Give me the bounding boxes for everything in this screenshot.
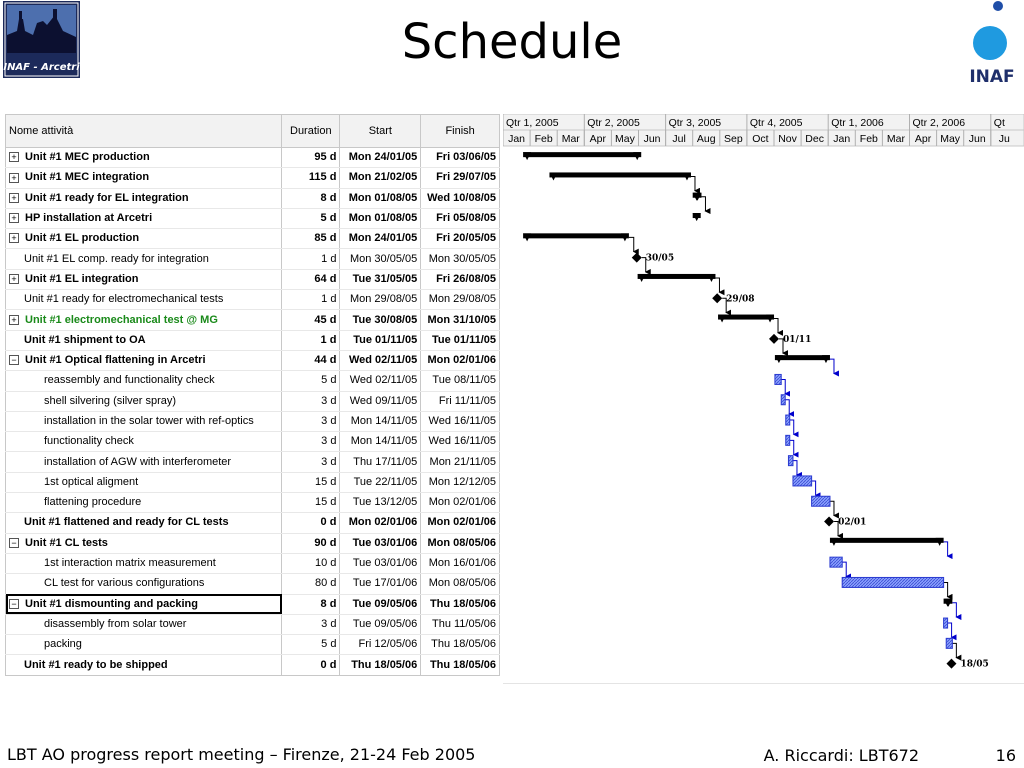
gantt-bars [523,152,989,670]
gantt-summary-bar[interactable] [693,193,702,201]
task-finish-cell[interactable]: Mon 31/10/05 [421,310,500,330]
task-name: packing [44,638,82,651]
task-finish-cell[interactable]: Wed 16/11/05 [421,432,500,452]
task-start-cell[interactable]: Tue 17/01/06 [340,574,421,594]
task-start-cell[interactable]: Mon 01/08/05 [340,188,421,208]
task-row[interactable] [6,614,500,634]
gantt-dependency-link [781,379,785,393]
task-row[interactable] [6,533,500,553]
task-name: functionality check [44,435,134,448]
collapse-icon[interactable]: − [9,355,19,365]
task-finish-cell[interactable]: Wed 10/08/05 [421,188,500,208]
month-label: Jun [968,133,986,145]
task-duration-cell[interactable]: 95 d [282,148,340,168]
gantt-dependency-link [952,603,956,617]
task-start-cell[interactable]: Mon 30/05/05 [340,249,421,269]
task-name-cell[interactable] [6,371,282,391]
task-start-cell[interactable]: Tue 03/01/06 [340,553,421,573]
gantt-timescale [503,114,1024,684]
task-name: installation of AGW with interferometer [44,455,232,468]
task-finish-cell[interactable]: Mon 02/01/06 [421,493,500,513]
task-start-cell[interactable]: Fri 12/05/06 [340,635,421,655]
expand-icon[interactable]: + [9,315,19,325]
task-row[interactable] [6,432,500,452]
task-row[interactable] [6,371,500,391]
gantt-task-bar[interactable] [812,496,830,506]
task-name: Unit #1 electromechanical test @ MG [25,313,218,326]
task-duration-cell[interactable]: 1 d [282,290,340,310]
task-start-cell[interactable]: Mon 29/08/05 [340,290,421,310]
month-label: May [615,133,635,145]
slide-title: Schedule [401,14,623,70]
task-name: CL test for various configurations [44,577,205,590]
task-row[interactable] [6,188,500,208]
gantt-dependency-link [812,481,816,495]
task-row[interactable] [6,290,500,310]
task-name: installation in the solar tower with ref-optics [44,415,254,427]
milestone-label: 01/11 [783,334,812,345]
task-name-cell[interactable] [6,574,282,594]
gantt-task-bar[interactable] [830,557,842,567]
task-name: Unit #1 EL comp. ready for integration [24,252,209,265]
task-row[interactable] [6,249,500,269]
task-duration-cell[interactable]: 8 d [282,594,340,614]
month-label: Mar [561,133,580,145]
task-name-cell[interactable] [6,432,282,452]
task-finish-cell[interactable]: Mon 21/11/05 [421,452,500,472]
task-row[interactable] [6,411,500,431]
gantt-dependency-link [944,542,948,556]
month-label: Nov [778,133,797,145]
gantt-task-bar[interactable] [788,456,793,466]
footer-author: A. Riccardi: LBT672 [763,746,919,765]
task-start-cell[interactable]: Tue 09/05/06 [340,614,421,634]
task-finish-cell[interactable]: Mon 02/01/06 [421,513,500,533]
task-name-cell[interactable] [6,411,282,431]
task-row[interactable] [6,655,500,675]
month-label: Oct [752,133,769,145]
task-finish-cell[interactable]: Mon 12/12/05 [421,472,500,492]
task-finish-cell[interactable]: Fri 03/06/05 [421,148,500,168]
task-finish-cell[interactable]: Fri 26/08/05 [421,269,500,289]
task-row[interactable] [6,208,500,228]
month-label: Mar [886,133,905,145]
task-start-cell[interactable]: Tue 22/11/05 [340,472,421,492]
task-name-cell[interactable] [6,391,282,411]
task-name: Unit #1 ready for EL integration [25,191,189,204]
gantt-dependency-link [948,623,952,637]
task-finish-cell[interactable]: Mon 08/05/06 [421,533,500,553]
gantt-dependency-link [691,176,695,190]
task-duration-cell[interactable]: 85 d [282,229,340,249]
column-header-duration[interactable]: Duration [282,115,340,148]
gantt-dependency-link [830,359,834,373]
gantt-summary-bar[interactable] [830,538,944,546]
task-name: HP installation at Arcetri [25,212,153,225]
task-duration-cell[interactable]: 3 d [282,452,340,472]
gantt-summary-bar[interactable] [944,599,953,607]
task-duration-cell[interactable]: 10 d [282,553,340,573]
gantt-milestone[interactable] [824,517,834,527]
task-duration-cell[interactable]: 5 d [282,371,340,391]
task-duration-cell[interactable]: 80 d [282,574,340,594]
month-label: Jul [672,133,686,145]
quarter-label: Qtr 2, 2006 [912,117,966,129]
task-row[interactable] [6,594,500,614]
task-name-cell[interactable] [6,452,282,472]
task-finish-cell[interactable]: Tue 01/11/05 [421,330,500,350]
gantt-task-bar[interactable] [793,476,812,486]
task-name-cell[interactable] [6,635,282,655]
gantt-dependency-link [774,319,778,333]
task-duration-cell[interactable]: 5 d [282,208,340,228]
task-name-cell[interactable] [6,513,282,533]
task-name: Unit #1 EL integration [25,272,139,285]
quarter-label: Qtr 3, 2005 [668,117,722,129]
task-finish-cell[interactable]: Mon 29/08/05 [421,290,500,310]
task-duration-cell[interactable]: 64 d [282,269,340,289]
task-name-cell[interactable] [6,229,282,249]
month-label: Ju [998,133,1010,145]
task-name-cell[interactable] [6,290,282,310]
task-duration-cell[interactable]: 5 d [282,635,340,655]
quarter-label: Qtr 1, 2005 [506,117,559,129]
month-label: Feb [859,133,878,145]
task-duration-cell[interactable]: 90 d [282,533,340,553]
task-name-cell[interactable] [6,655,282,675]
task-finish-cell[interactable]: Mon 16/01/06 [421,553,500,573]
table-header-row [6,115,500,148]
month-label: Jun [643,133,661,145]
task-duration-cell[interactable]: 15 d [282,493,340,513]
task-name-cell[interactable] [6,493,282,513]
task-finish-cell[interactable]: Fri 29/07/05 [421,168,500,188]
quarter-label: Qtr 2, 2005 [587,117,640,129]
task-row[interactable] [6,493,500,513]
task-finish-cell[interactable]: Wed 16/11/05 [421,411,500,431]
task-start-cell[interactable]: Tue 30/08/05 [340,310,421,330]
expand-icon[interactable]: + [9,152,19,162]
quarter-label: Qt [993,117,1005,129]
gantt-task-bar[interactable] [775,374,781,384]
gantt-dependency-link [715,278,719,292]
month-label: Aug [696,133,716,145]
milestone-label: 30/05 [645,253,675,264]
gantt-task-bar[interactable] [946,638,952,648]
gantt-milestone[interactable] [632,253,642,263]
task-finish-cell[interactable]: Mon 02/01/06 [421,350,500,370]
task-table-body [6,148,500,676]
task-name: Unit #1 flattened and ready for CL tests [24,516,229,529]
task-name-cell[interactable] [6,148,282,168]
task-name: reassembly and functionality check [44,374,215,387]
gantt-summary-bar[interactable] [775,355,830,363]
month-label: Jan [508,133,526,145]
task-finish-cell[interactable]: Fri 20/05/05 [421,229,500,249]
task-start-cell[interactable]: Thu 18/05/06 [340,655,421,675]
month-label: Jan [833,133,851,145]
gantt-summary-bar[interactable] [638,274,716,282]
task-start-cell[interactable]: Wed 09/11/05 [340,391,421,411]
task-name: Unit #1 CL tests [25,536,108,549]
task-start-cell[interactable]: Mon 24/01/05 [340,148,421,168]
gantt-task-bar[interactable] [842,577,943,587]
task-name-cell[interactable] [6,350,282,370]
task-name-cell[interactable] [6,310,282,330]
task-row[interactable] [6,148,500,168]
task-row[interactable] [6,574,500,594]
task-name-cell[interactable] [6,188,282,208]
task-start-cell[interactable]: Tue 31/05/05 [340,269,421,289]
gantt-dependency-link [790,420,794,434]
task-duration-cell[interactable]: 1 d [282,330,340,350]
task-start-cell[interactable]: Thu 17/11/05 [340,452,421,472]
collapse-icon[interactable]: − [9,599,19,609]
task-name-cell[interactable] [6,269,282,289]
expand-icon[interactable]: + [9,274,19,284]
gantt-dependency-link [701,197,705,211]
task-start-cell[interactable]: Wed 02/11/05 [340,371,421,391]
column-header-start[interactable]: Start [340,115,421,148]
task-start-cell[interactable]: Mon 14/11/05 [340,411,421,431]
task-duration-cell[interactable]: 45 d [282,310,340,330]
task-row[interactable] [6,472,500,492]
task-name-cell[interactable] [6,249,282,269]
task-name-cell[interactable] [6,330,282,350]
task-duration-cell[interactable]: 3 d [282,391,340,411]
task-name: Unit #1 dismounting and packing [25,597,198,610]
month-label: Sep [724,133,743,145]
milestone-label: 02/01 [838,517,867,528]
task-finish-cell[interactable]: Tue 08/11/05 [421,371,500,391]
month-label: Apr [914,133,932,145]
column-header-finish[interactable]: Finish [421,115,500,148]
gantt-dependency-link [830,501,834,515]
task-name-cell[interactable] [6,614,282,634]
task-name: Unit #1 ready to be shipped [24,658,168,671]
gantt-task-bar[interactable] [781,395,785,405]
logo-left-text: INAF - Arcetri [3,62,80,73]
gantt-dependency-link [842,562,846,576]
collapse-icon[interactable]: − [9,538,19,548]
gantt-dependency-link [629,237,634,251]
gantt-dependency-link [793,461,797,475]
footer-meeting-title: LBT AO progress report meeting – Firenze, 21-24 Feb 2005 [7,745,476,764]
logo-right-text: INAF [969,67,1015,87]
gantt-task-bar[interactable] [786,415,790,425]
task-name: Unit #1 EL production [25,232,140,245]
month-label: Feb [534,133,553,145]
task-start-cell[interactable]: Mon 14/11/05 [340,432,421,452]
task-duration-cell[interactable]: 115 d [282,168,340,188]
task-row[interactable] [6,229,500,249]
task-name-cell[interactable] [6,168,282,188]
gantt-dependency-link [944,582,948,596]
task-row[interactable] [6,310,500,330]
task-name: Unit #1 MEC production [25,151,150,164]
expand-icon[interactable]: + [9,193,19,203]
task-row[interactable] [6,391,500,411]
task-duration-cell[interactable]: 44 d [282,350,340,370]
task-name: flattening procedure [44,496,142,509]
task-start-cell[interactable]: Mon 21/02/05 [340,168,421,188]
gantt-dependency-link [790,440,794,454]
task-table [5,114,500,676]
expand-icon[interactable]: + [9,173,19,183]
expand-icon[interactable]: + [9,213,19,223]
task-finish-cell[interactable]: Thu 18/05/06 [421,655,500,675]
gantt-milestone[interactable] [946,659,956,669]
expand-icon[interactable]: + [9,233,19,243]
quarter-label: Qtr 4, 2005 [749,117,803,129]
task-row[interactable] [6,553,500,573]
gantt-summary-bar[interactable] [718,315,774,323]
gantt-milestone[interactable] [769,334,779,344]
task-name-cell[interactable] [6,472,282,492]
task-finish-cell[interactable]: Mon 08/05/06 [421,574,500,594]
gantt-summary-bar[interactable] [693,213,701,221]
task-finish-cell[interactable]: Fri 05/08/05 [421,208,500,228]
task-start-cell[interactable]: Mon 02/01/06 [340,513,421,533]
month-label: May [940,133,961,145]
task-finish-cell[interactable]: Thu 18/05/06 [421,594,500,614]
gantt-chart [503,114,1024,684]
task-name: 1st interaction matrix measurement [44,557,216,570]
gantt-dependency-link [785,400,789,414]
task-name: disassembly from solar tower [44,617,187,630]
page-number: 16 [995,746,1016,765]
task-name: shell silvering (silver spray) [44,394,177,407]
task-start-cell[interactable]: Mon 01/08/05 [340,208,421,228]
task-name: Unit #1 Optical flattening in Arcetri [25,354,206,367]
task-finish-cell[interactable]: Thu 11/05/06 [421,614,500,634]
month-label: Dec [805,133,824,145]
milestone-label: 18/05 [960,659,989,670]
task-row[interactable] [6,269,500,289]
column-header-name[interactable]: Nome attività [6,115,282,148]
gantt-summary-bar[interactable] [549,172,691,180]
gantt-task-bar[interactable] [786,435,790,445]
gantt-dependency-link [952,643,956,657]
task-name-cell[interactable] [6,208,282,228]
task-name: Unit #1 MEC integration [25,171,150,184]
task-start-cell[interactable]: Tue 13/12/05 [340,493,421,513]
task-duration-cell[interactable]: 3 d [282,614,340,634]
task-name-cell[interactable] [6,533,282,553]
task-name-cell[interactable] [6,553,282,573]
task-start-cell[interactable]: Wed 02/11/05 [340,350,421,370]
task-duration-cell[interactable]: 0 d [282,513,340,533]
month-label: Apr [589,133,607,145]
task-duration-cell[interactable]: 8 d [282,188,340,208]
task-row[interactable] [6,168,500,188]
task-finish-cell[interactable]: Fri 11/11/05 [421,391,500,411]
task-name: Unit #1 ready for electromechanical tests [24,293,224,306]
task-row[interactable] [6,452,500,472]
task-row[interactable] [6,330,500,350]
task-start-cell[interactable]: Mon 24/01/05 [340,229,421,249]
quarter-label: Qtr 1, 2006 [831,117,884,129]
task-row[interactable] [6,635,500,655]
task-duration-cell[interactable]: 15 d [282,472,340,492]
task-name: Unit #1 shipment to OA [24,333,146,346]
task-duration-cell[interactable]: 3 d [282,411,340,431]
gantt-summary-bar[interactable] [523,152,641,160]
task-start-cell[interactable]: Tue 09/05/06 [340,594,421,614]
task-duration-cell[interactable]: 1 d [282,249,340,269]
task-duration-cell[interactable]: 3 d [282,432,340,452]
task-finish-cell[interactable]: Thu 18/05/06 [421,635,500,655]
task-name: 1st optical aligment [44,475,139,488]
task-start-cell[interactable]: Tue 01/11/05 [340,330,421,350]
gantt-summary-bar[interactable] [523,233,629,241]
task-row[interactable] [6,513,500,533]
task-name-cell[interactable] [6,594,282,614]
task-duration-cell[interactable]: 0 d [282,655,340,675]
task-row[interactable] [6,350,500,370]
gantt-task-bar[interactable] [944,618,948,628]
gantt-milestone[interactable] [712,293,722,303]
milestone-label: 29/08 [726,294,755,305]
task-start-cell[interactable]: Tue 03/01/06 [340,533,421,553]
task-finish-cell[interactable]: Mon 30/05/05 [421,249,500,269]
